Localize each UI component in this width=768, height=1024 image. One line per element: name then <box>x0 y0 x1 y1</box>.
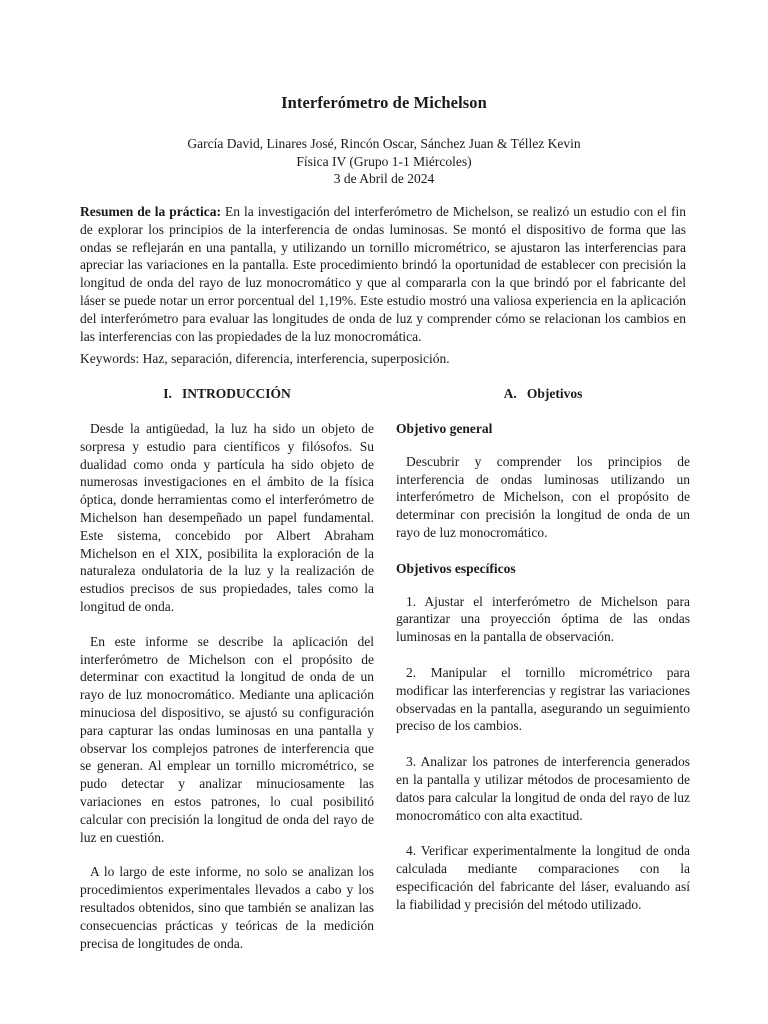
intro-paragraph: En este informe se describe la aplicación del interferómetro de Michelson con el propósito de determinar con exactitud la longitud de onda de un rayo de luz monocromático. Mediante una aplicación minuciosa del dispositivo, se ajustó su configuración para capturar las ondas luminosas en una pantalla y observar los complejos patrones de interferencia que se generan. Al emplear un tornillo micrométrico, se pudo detectar y analizar minuciosamente las variaciones en estos patrones, lo cual posibilitó calcular con precisión la longitud de onda del rayo de luz en cuestión. <box>80 633 374 845</box>
general-objective-heading: Objetivo general <box>396 421 493 436</box>
specific-objective-item: 4. Verificar experimentalmente la longitud de onda calculada mediante comparaciones con la especificación del fabricante del láser, evaluando así la fiabilidad y precisión del método utilizado. <box>396 843 690 912</box>
specific-objectives-heading: Objetivos específicos <box>396 560 516 576</box>
paper-title: Interferómetro de Michelson <box>281 93 487 112</box>
abstract-text: En la investigación del interferómetro de Michelson, se realizó un estudio con el fin de explorar los principios de la interferencia de ondas luminosas. Se montó el dispositivo de forma que las ondas se reflejarán en una pantalla, y utilizando un tornillo micrométrico, se ajustaron las interferencias para apreciar las variaciones en la pantalla. Este procedimiento brindó la oportunidad de establecer con precisión la longitud de onda del rayo de luz monocromático y que al compararla con la que brindó por el fabricante del láser se puede notar un error porcentual del 1,19%. Este estudio mostró una valiosa experiencia en la aplicación del interferómetro para evaluar las longitudes de onda de luz y comprender cómo se relacionan los cambios en las interferencias con las propiedades de la luz monocromática. <box>80 204 686 344</box>
intro-paragraph: Desde la antigüedad, la luz ha sido un objeto de sorpresa y estudio para científicos y filósofos. Su dualidad como onda y partícula ha sido objeto de numerosas investigaciones en el ámbito de la física óptica, donde herramientas como el interferómetro de Michelson han desempeñado un papel fundamental. Este sistema, concebido por Albert Abraham Michelson en el XIX, posibilita la exploración de la naturaleza ondulatoria de la luz y la realización de estudios precisos de sus propiedades, tales como la longitud de onda. <box>80 421 374 614</box>
left-column <box>80 385 374 969</box>
author-block <box>0 135 768 188</box>
intro-paragraph: A lo largo de este informe, no solo se analizan los procedimientos experimentales llevados a cabo y los resultados obtenidos, sino que también se analizan las consecuencias prácticas y teóricas de la medición precisa de longitudes de onda. <box>80 864 374 951</box>
specific-objective-item: 2. Manipular el tornillo micrométrico para modificar las interferencias y registrar las variaciones observadas en la pantalla, asegurando un seguimiento preciso de los cambios. <box>396 664 690 734</box>
general-objective-text: Descubrir y comprender los principios de interferencia de ondas luminosas utilizando un interferómetro de Michelson, con el propósito de determinar con precisión la longitud de onda de un rayo de luz monocromático. <box>396 453 690 540</box>
date-line: 3 de Abril de 2024 <box>333 171 435 186</box>
abstract <box>80 203 686 345</box>
course-line: Física IV (Grupo 1-1 Miércoles) <box>296 153 472 169</box>
authors-line: García David, Linares José, Rincón Oscar, Sánchez Juan & Téllez Kevin <box>187 136 581 151</box>
abstract-label: Resumen de la práctica: <box>80 204 221 219</box>
subsection-heading-objetivos: A. Objetivos <box>503 386 583 401</box>
specific-objective-item: 1. Ajustar el interferómetro de Michelson para garantizar una proyección óptima de las ondas luminosas en la pantalla de observación. <box>396 593 690 645</box>
keywords: Keywords: Haz, separación, diferencia, interferencia, superposición. <box>80 351 450 366</box>
specific-objective-item: 3. Analizar los patrones de interferencia generados en la pantalla y utilizar métodos de procesamiento de datos para calcular la longitud de onda del rayo de luz monocromático con alta exactitud. <box>396 754 690 823</box>
section-heading-introduccion: I. INTRODUCCIÓN <box>163 386 291 401</box>
right-column <box>396 385 690 932</box>
